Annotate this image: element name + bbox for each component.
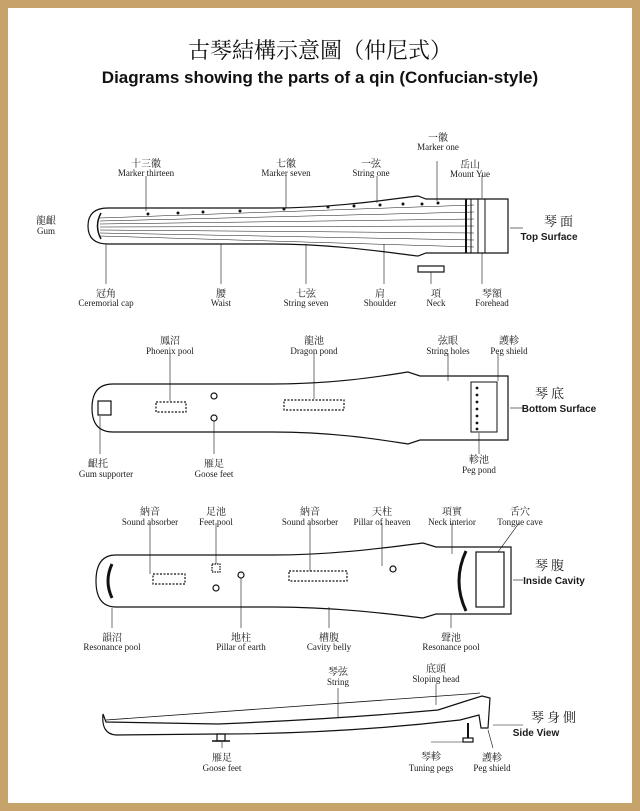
label-resonance-pool-1-en: Resonance pool (83, 642, 141, 652)
label-sound-absorber-2-en: Sound absorber (281, 517, 339, 527)
label-resonance-pool-1-zh: 韻沼 (102, 633, 122, 644)
label-goose-feet-side-en: Goose feet (202, 763, 242, 773)
label-neck-zh: 項 (431, 289, 441, 300)
label-sound-absorber-1-zh: 納音 (140, 507, 160, 518)
label-sound-absorber-2-zh: 納音 (300, 507, 320, 518)
bottom-surface-drawing (92, 353, 523, 454)
label-string-en: String (326, 677, 350, 687)
label-marker-thirteen-zh: 十三徽 (131, 159, 161, 170)
label-forehead-zh: 琴額 (482, 289, 502, 300)
label-goose-feet-bottom-zh: 雁足 (204, 459, 224, 470)
title-chinese: 古琴結構示意圖（仲尼式） (187, 39, 452, 64)
label-tuning-pegs-zh: 琴軫 (421, 752, 441, 763)
label-peg-pond-zh: 軫池 (469, 455, 489, 466)
label-mount-yue-en: Mount Yue (450, 169, 490, 179)
label-marker-one-zh: 一徽 (428, 133, 448, 144)
label-gum-supporter-en: Gum supporter (78, 469, 134, 479)
label-goose-feet-bottom-en: Goose feet (194, 469, 234, 479)
top-surface-drawing (88, 161, 523, 284)
label-mount-yue-zh: 岳山 (460, 160, 480, 171)
label-neck-interior-zh: 項實 (442, 507, 462, 518)
label-pillar-of-heaven-en: Pillar of heaven (353, 517, 411, 527)
label-peg-pond-en: Peg pond (462, 465, 496, 475)
section-inside-cavity-en: Inside Cavity (523, 576, 585, 587)
label-goose-feet-side-zh: 雁足 (212, 753, 232, 764)
title-english: Diagrams showing the parts of a qin (Confucian-style) (101, 68, 539, 87)
label-marker-one-en: Marker one (417, 142, 459, 152)
label-peg-shield-side-zh: 護軫 (482, 753, 502, 764)
label-string-holes-zh: 弦眼 (438, 336, 458, 347)
label-string-seven-zh: 七弦 (296, 289, 316, 300)
label-marker-seven-zh: 七徽 (276, 159, 296, 170)
label-gum-en: Gum (37, 226, 55, 236)
side-view-drawing (103, 684, 523, 748)
label-sloping-head-en: Sloping head (412, 674, 460, 684)
section-inside-cavity-zh: 琴腹 (534, 559, 568, 574)
label-marker-seven-en: Marker seven (261, 168, 311, 178)
label-sound-absorber-1-en: Sound absorber (121, 517, 179, 527)
label-phoenix-pool-en: Phoenix pool (146, 346, 194, 356)
label-dragon-pond-en: Dragon pond (290, 346, 338, 356)
label-waist-zh: 腰 (216, 289, 226, 300)
label-peg-shield-bottom-zh: 護軫 (499, 336, 519, 347)
label-tongue-cave-zh: 舌穴 (510, 507, 530, 518)
label-feet-pool-zh: 足池 (206, 507, 226, 518)
label-ceremonial-cap-en: Ceremorial cap (78, 298, 134, 308)
label-tongue-cave-en: Tongue cave (497, 517, 543, 527)
label-ceremonial-cap-zh: 冠角 (96, 289, 116, 300)
diagram-sheet (8, 8, 632, 803)
label-string-seven-en: String seven (283, 298, 329, 308)
label-tuning-pegs-en: Tuning pegs (408, 763, 454, 773)
label-forehead-en: Forehead (475, 298, 509, 308)
label-shoulder-en: Shoulder (363, 298, 397, 308)
label-neck-en: Neck (426, 298, 446, 308)
label-neck-interior-en: Neck interior (428, 517, 476, 527)
label-sloping-head-zh: 底頭 (426, 664, 446, 675)
label-gum-zh: 龍齦 (36, 216, 56, 227)
section-bottom-surface-en: Bottom Surface (521, 404, 597, 415)
section-bottom-surface-zh: 琴底 (534, 387, 568, 402)
label-resonance-pool-2-zh: 聲池 (441, 633, 461, 644)
section-top-surface-en: Top Surface (520, 232, 578, 243)
label-phoenix-pool-zh: 鳳沼 (160, 336, 180, 347)
label-string-zh: 琴弦 (328, 667, 348, 678)
label-pillar-of-earth-en: Pillar of earth (216, 642, 266, 652)
diagram-frame (8, 8, 632, 803)
label-marker-thirteen-en: Marker thirteen (117, 168, 175, 178)
inside-cavity-drawing (96, 523, 523, 628)
label-string-one-zh: 一弦 (361, 159, 381, 170)
label-feet-pool-en: Feet pool (199, 517, 233, 527)
label-pillar-of-heaven-zh: 天柱 (372, 507, 392, 518)
label-string-one-en: String one (352, 168, 390, 178)
section-side-view-en: Side View (512, 728, 560, 739)
section-top-surface-zh: 琴面 (543, 215, 577, 230)
label-waist-en: Waist (210, 298, 232, 308)
label-string-holes-en: String holes (426, 346, 470, 356)
label-shoulder-zh: 肩 (375, 289, 385, 300)
label-dragon-pond-zh: 龍池 (304, 336, 324, 347)
label-peg-shield-bottom-en: Peg shield (490, 346, 528, 356)
label-peg-shield-side-en: Peg shield (473, 763, 511, 773)
label-resonance-pool-2-en: Resonance pool (422, 642, 480, 652)
section-side-view-zh: 琴身側 (530, 711, 580, 726)
label-cavity-belly-zh: 槽腹 (319, 633, 339, 644)
label-cavity-belly-en: Cavity belly (306, 642, 352, 652)
label-gum-supporter-zh: 齦托 (88, 459, 108, 470)
label-pillar-of-earth-zh: 地柱 (231, 633, 251, 644)
